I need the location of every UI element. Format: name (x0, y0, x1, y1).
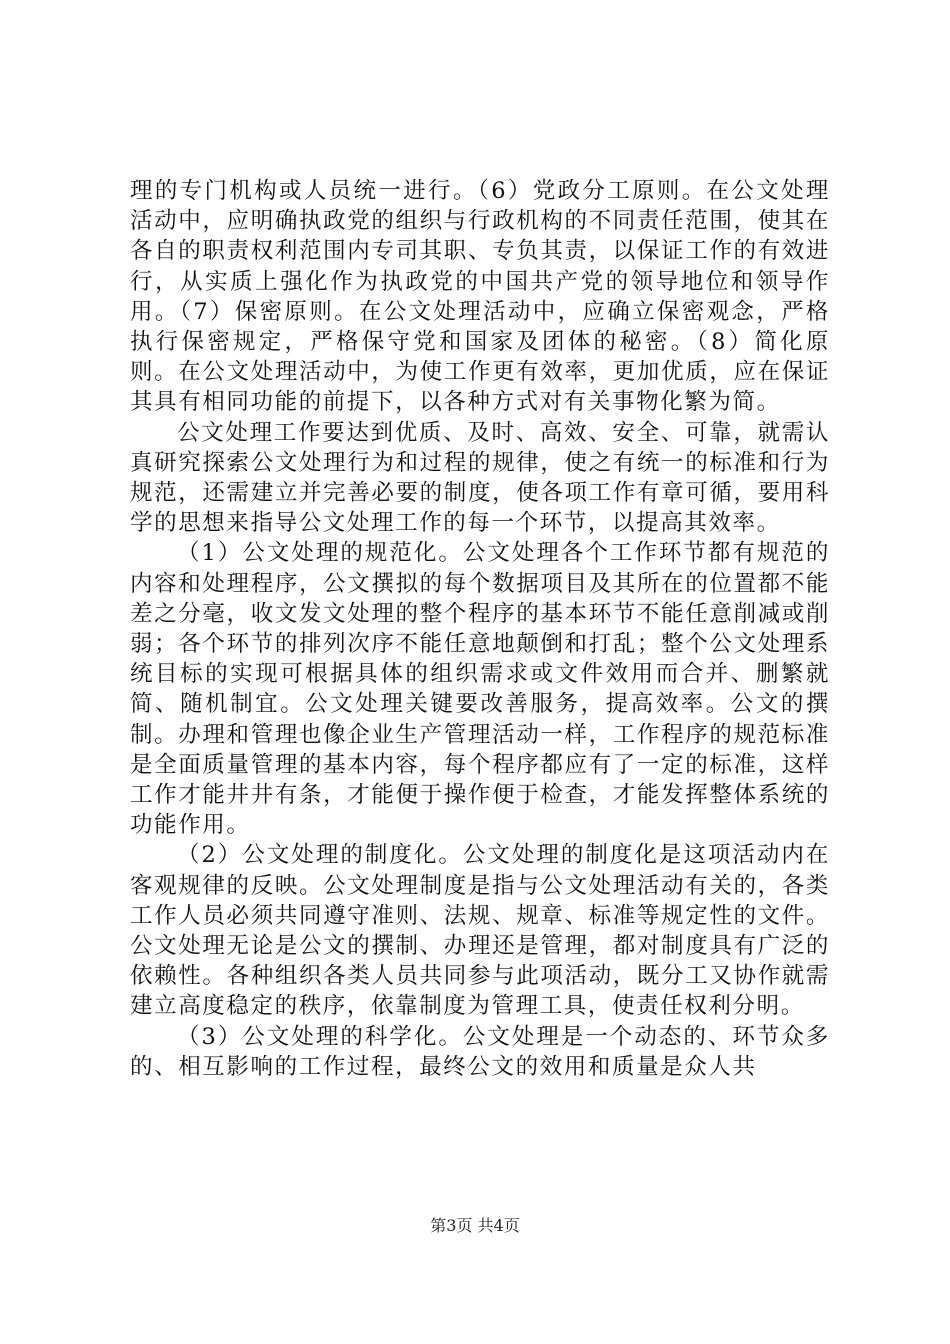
paragraph-institutionalization: （2）公文处理的制度化。公文处理的制度化是这项活动内在客观规律的反映。公文处理制度是指与公文处理活动有关的，各类工作人员必须共同遵守准则、法规、规章、标准等规定性的文件。公文处理无论是公文的撰制、办理还是管理，都对制度具有广泛的依赖性。各种组织各类人员共同参与此项活动，既分工又协作就需建立高度稳定的秩序，依靠制度为管理工具，使责任权利分明。 (130, 842, 830, 1020)
page-number: 第3页 共4页 (430, 1216, 520, 1235)
document-body (130, 176, 830, 1082)
paragraph-scientific: （3）公文处理的科学化。公文处理是一个动态的、环节众多的、相互影响的工作过程，最终公文的效用和质量是众人共 (130, 1023, 830, 1080)
paragraph-standardization: （1）公文处理的规范化。公文处理各个工作环节都有规范的内容和处理程序，公文撰拟的每个数据项目及其所在的位置都不能差之分毫，收文发文处理的整个程序的基本环节不能任意削减或削弱；各个环节的排列次序不能任意地颠倒和打乱；整个公文处理系统目标的实现可根据具体的组织需求或文件效用而合并、删繁就简、随机制宜。公文处理关键要改善服务，提高效率。公文的撰制。办理和管理也像企业生产管理活动一样，工作程序的规范标准是全面质量管理的基本内容，每个程序都应有了一定的标准，这样工作才能井井有条，才能便于操作便于检查，才能发挥整体系统的功能作用。 (130, 540, 830, 839)
paragraph-requirements: 公文处理工作要达到优质、及时、高效、安全、可靠，就需认真研究探索公文处理行为和过程的规律，使之有统一的标准和行为规范，还需建立并完善必要的制度，使各项工作有章可循，要用科学的思想来指导公文处理工作的每一个环节，以提高其效率。 (130, 419, 830, 537)
paragraph-continuation: 理的专门机构或人员统一进行。（6）党政分工原则。在公文处理活动中，应明确执政党的组织与行政机构的不同责任范围，使其在各自的职责权利范围内专司其职、专负其责，以保证工作的有效进行，从实质上强化作为执政党的中国共产党的领导地位和领导作用。（7）保密原则。在公文处理活动中，应确立保密观念，严格执行保密规定，严格保守党和国家及团体的秘密。（8）简化原则。在公文处理活动中，为使工作更有效率，更加优质，应在保证其具有相同功能的前提下，以各种方式对有关事物化繁为简。 (130, 178, 830, 416)
page-footer (0, 1216, 950, 1236)
